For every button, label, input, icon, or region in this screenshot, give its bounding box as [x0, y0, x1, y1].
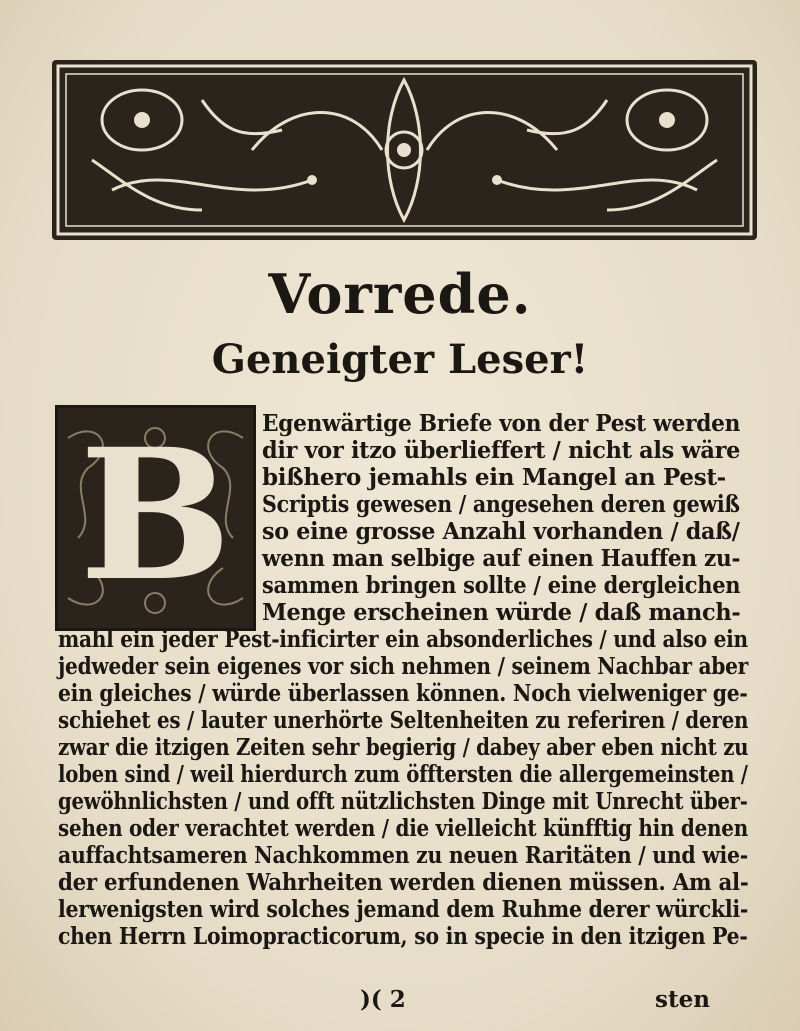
- signature-mark: )( 2: [360, 986, 406, 1013]
- text-line: so eine grosse Anzahl vorhanden / daß/: [262, 518, 740, 545]
- drop-cap-letter: B: [79, 410, 232, 621]
- text-line: Egenwärtige Briefe von der Pest werden: [262, 410, 741, 437]
- decorated-initial: [55, 405, 256, 631]
- catchword: sten: [655, 986, 710, 1013]
- text-line: auffachtsameren Nachkommen zu neuen Raritäten / und wie-: [58, 842, 748, 869]
- text-line: mahl ein jeder Pest-inficirter ein absonderliches / und also ein: [58, 626, 748, 653]
- decorative-headpiece: [52, 60, 757, 240]
- text-line: chen Herrn Loimopracticorum, so in specie in den itzigen Pe-: [58, 923, 748, 950]
- text-line: wenn man selbige auf einen Hauffen zu-: [262, 545, 741, 572]
- page-title: Vorrede.: [268, 262, 532, 326]
- text-line: lerwenigsten wird solches jemand dem Ruhme derer würckli-: [58, 896, 749, 923]
- text-line: jedweder sein eigenes vor sich nehmen / seinem Nachbar aber: [58, 653, 749, 680]
- text-line: sehen oder verachtet werden / die vielleicht künfftig hin denen: [58, 815, 748, 842]
- text-line: sammen bringen sollte / eine dergleichen: [262, 572, 741, 599]
- text-line: Menge erscheinen würde / daß manch-: [262, 599, 741, 626]
- floral-ornament-icon: [52, 60, 757, 240]
- text-line: der erfundenen Wahrheiten werden dienen müssen. Am al-: [58, 869, 749, 896]
- text-line: bißhero jemahls ein Mangel an Pest-: [262, 464, 726, 491]
- text-line: ein gleiches / würde überlassen können. Noch vielweniger ge-: [58, 680, 748, 707]
- salutation: Geneigter Leser!: [211, 336, 589, 383]
- text-line: gewöhnlichsten / und offt nützlichsten Dinge mit Unrecht über-: [58, 788, 748, 815]
- text-line: dir vor itzo überlieffert / nicht als wäre: [262, 437, 741, 464]
- text-line: loben sind / weil hierdurch zum öfftersten die allergemeinsten /: [58, 761, 748, 788]
- text-line: schiehet es / lauter unerhörte Seltenheiten zu referiren / deren: [58, 707, 749, 734]
- text-line: zwar die itzigen Zeiten sehr begierig / dabey aber eben nicht zu: [58, 734, 749, 761]
- text-line: Scriptis gewesen / angesehen deren gewiß: [262, 491, 740, 518]
